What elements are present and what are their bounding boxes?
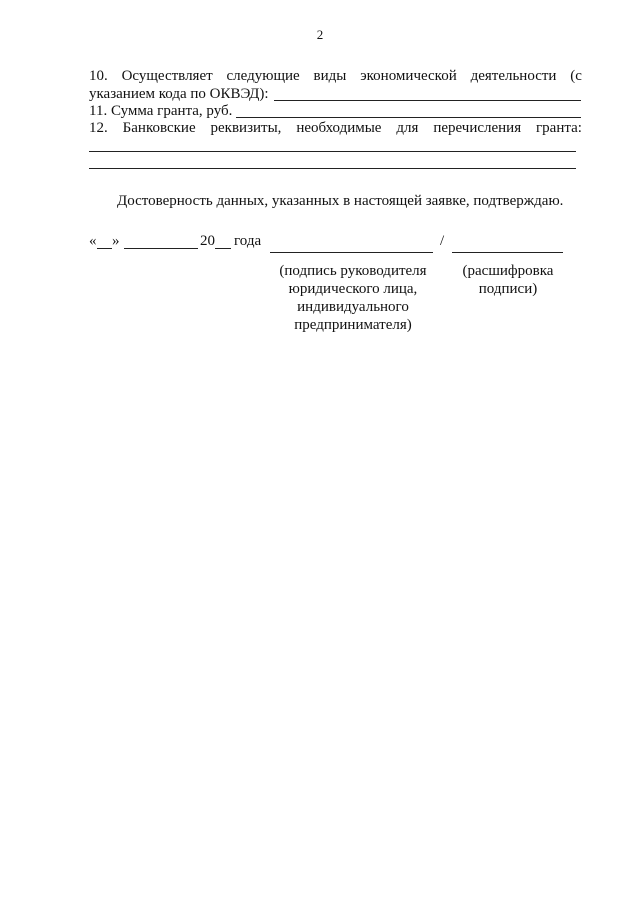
item-10-word: 10.	[89, 68, 108, 84]
item-10-word: следующие	[226, 68, 300, 84]
signature-line[interactable]	[270, 252, 433, 253]
confirmation-text: Достоверность данных, указанных в настоящей заявке, подтверждаю.	[117, 193, 564, 209]
signature-caption-line: (подпись руководителя	[279, 263, 427, 279]
date-open-quote: «	[89, 233, 97, 249]
page-number: 2	[316, 27, 324, 42]
bank-details-fill-line-2[interactable]	[89, 168, 576, 169]
year-prefix: 20	[200, 233, 215, 249]
year-suffix: года	[234, 233, 262, 249]
signature-slash: /	[440, 233, 445, 249]
item-12-line	[89, 119, 582, 137]
date-year-line[interactable]	[215, 248, 231, 249]
item-12-word: перечисления	[433, 120, 522, 136]
bank-details-fill-line-1[interactable]	[89, 151, 576, 152]
item-10-word: экономической	[360, 68, 457, 84]
item-10-word: (с	[570, 68, 582, 84]
item-12-word: гранта:	[536, 120, 582, 136]
item-12-word: реквизиты,	[210, 120, 282, 136]
item-10-word: деятельности	[470, 68, 557, 84]
signature-decode-line[interactable]	[452, 252, 563, 253]
item-12-word: для	[396, 120, 419, 136]
date-close-quote: »	[112, 233, 120, 249]
item-12-word: необходимые	[296, 120, 382, 136]
date-month-line[interactable]	[124, 248, 198, 249]
decode-caption-line: (расшифровка	[462, 263, 554, 279]
item-10-line-1	[89, 67, 582, 85]
item-11-label: 11. Сумма гранта, руб.	[89, 103, 233, 119]
signature-caption	[258, 262, 448, 334]
decode-caption	[448, 262, 568, 298]
signature-caption-line: юридического лица,	[288, 281, 418, 297]
date-day-line[interactable]	[97, 248, 112, 249]
item-12-word: Банковские	[122, 120, 196, 136]
item-10-word: Осуществляет	[121, 68, 213, 84]
item-10-word: виды	[313, 68, 347, 84]
signature-caption-line: предпринимателя)	[294, 317, 412, 333]
grant-sum-fill-line[interactable]	[236, 117, 581, 118]
item-12-word: 12.	[89, 120, 108, 136]
okved-fill-line[interactable]	[274, 100, 581, 101]
decode-caption-line: подписи)	[478, 281, 538, 297]
item-10-line-2: указанием кода по ОКВЭД):	[89, 86, 269, 102]
signature-caption-line: индивидуального	[297, 299, 409, 315]
